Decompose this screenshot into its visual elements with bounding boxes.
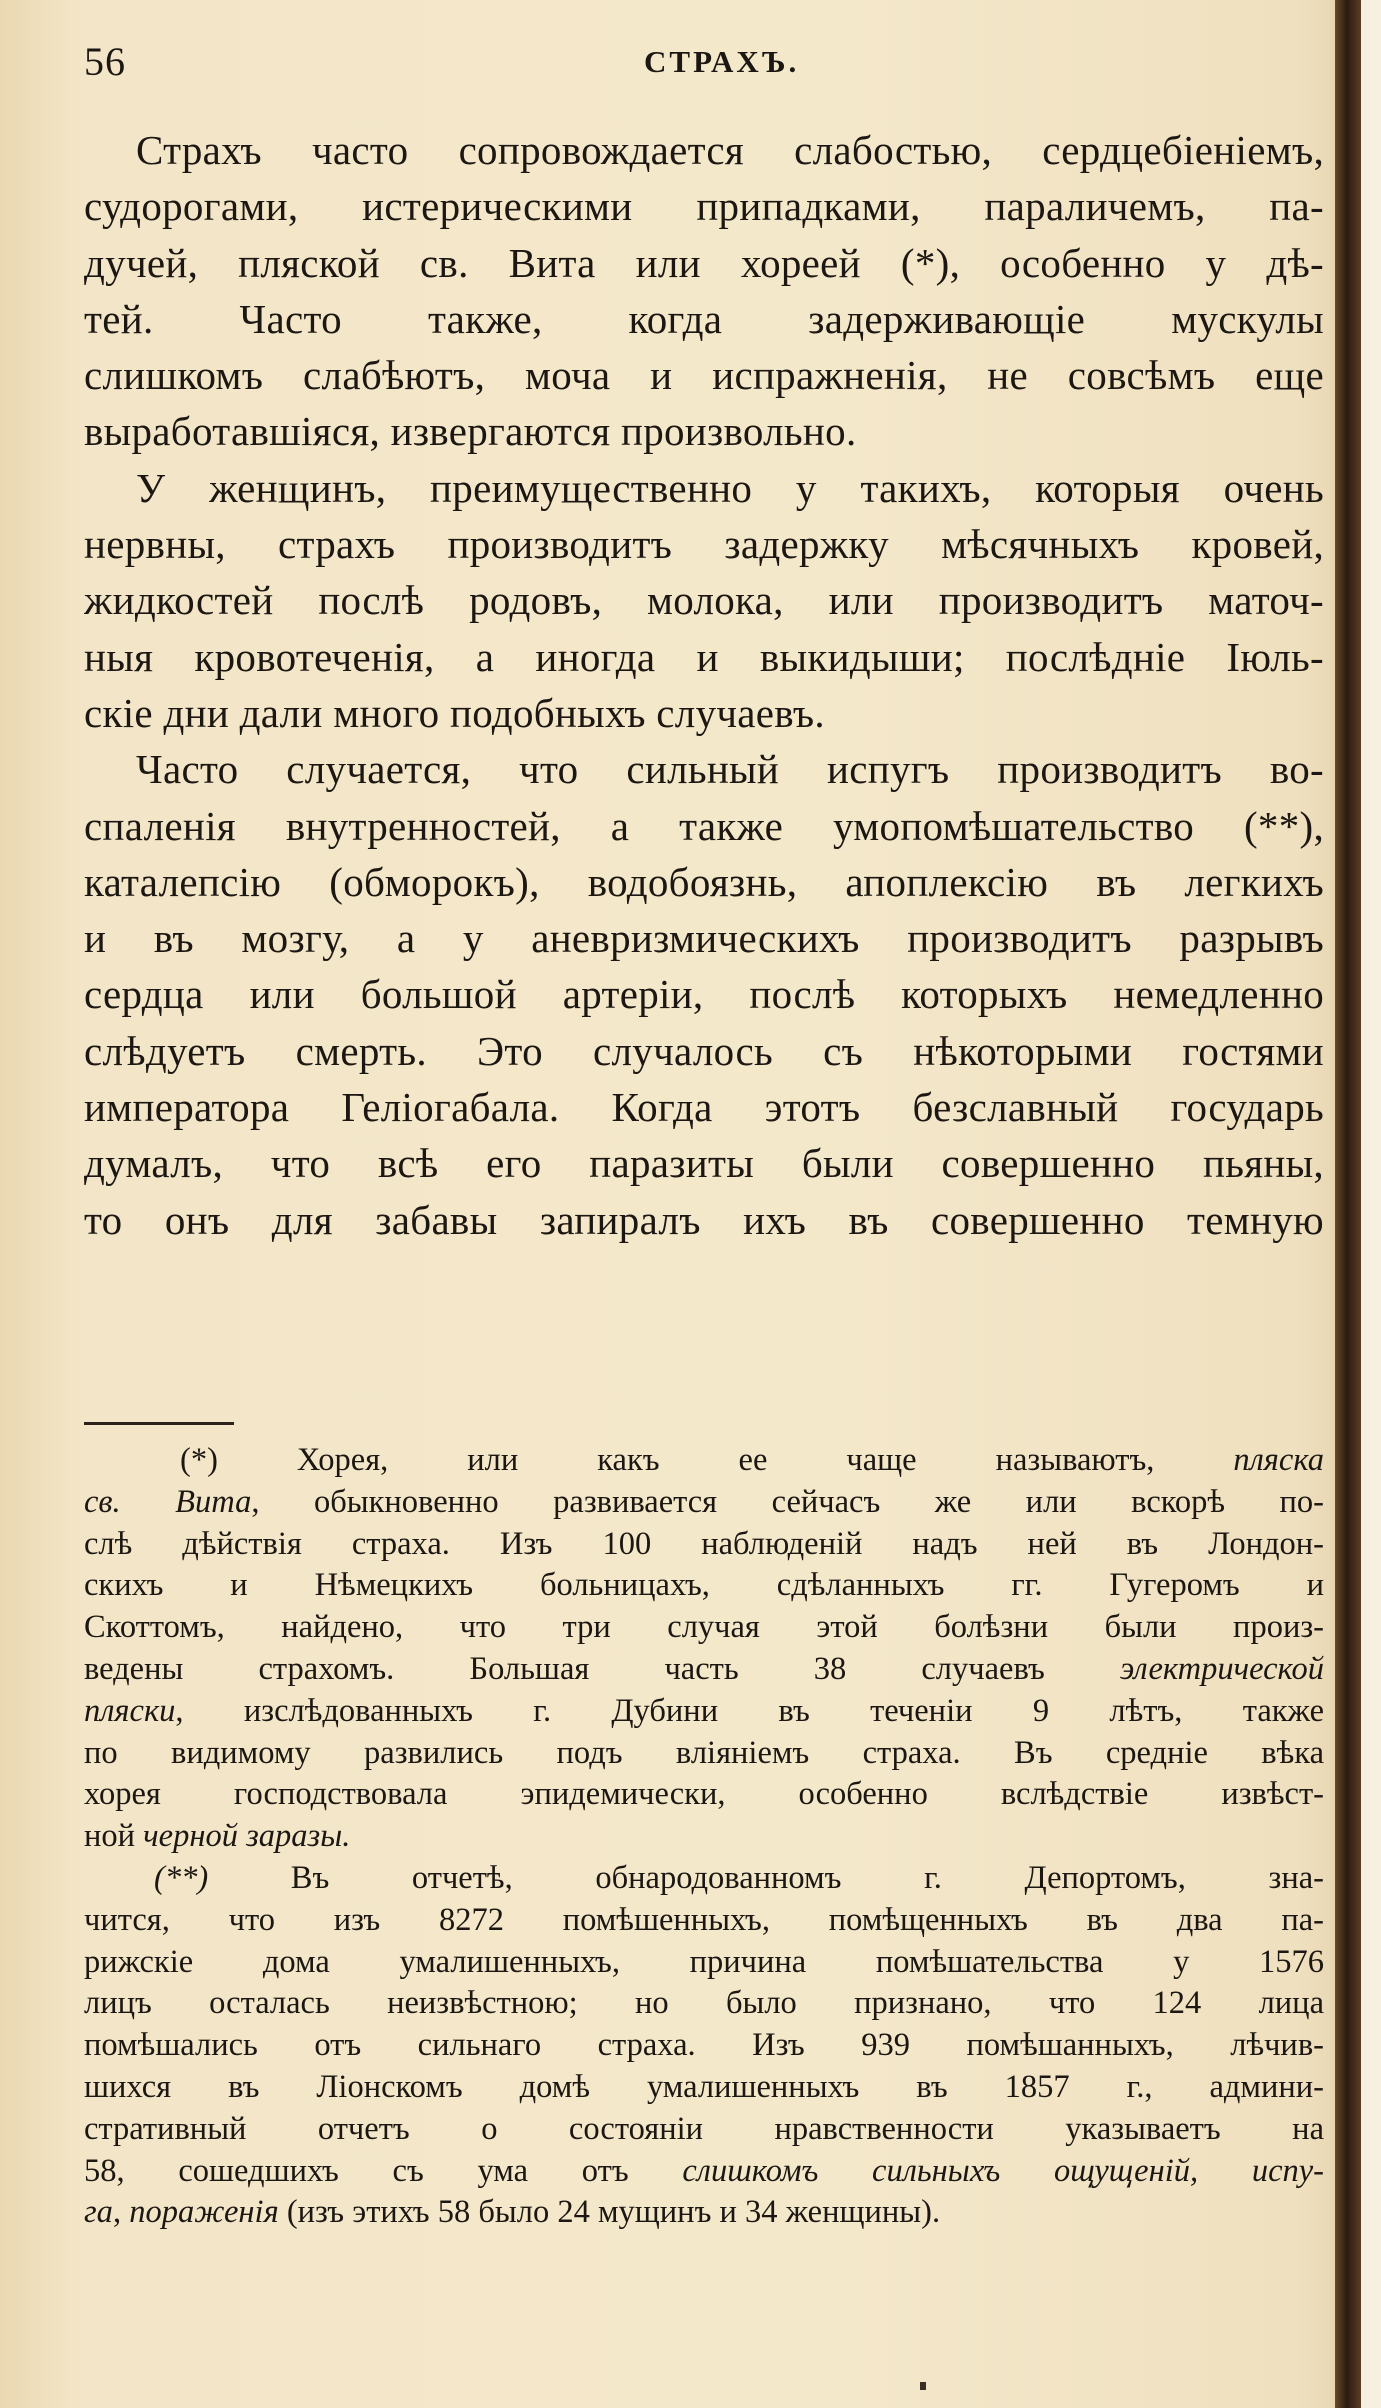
text-line: слѣдуетъ смерть. Это случалось съ нѣкоторыми гостями bbox=[84, 1027, 1324, 1074]
main-text bbox=[84, 122, 1324, 1248]
footnote-italic-text: га bbox=[84, 2194, 113, 2231]
footnote-line: лицъ осталась неизвѣстною; но было признано, что 124 лица bbox=[84, 1985, 1324, 2022]
footnote-text: ведены страхомъ. Большая часть 38 случаевъ bbox=[84, 1650, 1120, 1687]
footnote-line bbox=[84, 2192, 1324, 2234]
footnote-2 bbox=[84, 1858, 1324, 2234]
text-line: нервны, страхъ производитъ задержку мѣсячныхъ кровей, bbox=[84, 521, 1324, 568]
footnote-line: по видимому развились подъ вліяніемъ страха. Въ средніе вѣка bbox=[84, 1734, 1324, 1771]
footnote-text: 58, сошедшихъ съ ума отъ bbox=[84, 2152, 683, 2189]
footnotes bbox=[84, 1440, 1324, 2234]
footnote-text: ной bbox=[84, 1818, 144, 1855]
text-line: судорогами, истерическими припадками, параличемъ, па- bbox=[84, 183, 1324, 230]
text-line: сердца или большой артеріи, послѣ которыхъ немедленно bbox=[84, 971, 1324, 1018]
text-line: слишкомъ слабѣютъ, моча и испражненія, не совсѣмъ еще bbox=[84, 352, 1324, 399]
footnote-line: чится, что изъ 8272 помѣшенныхъ, помѣщенныхъ въ два па- bbox=[84, 1901, 1324, 1938]
footnote-text: , обыкновенно развивается сейчасъ же или вскорѣ по- bbox=[251, 1483, 1324, 1520]
footnote-italic-text: пораженія bbox=[129, 2194, 279, 2231]
footnote-line bbox=[84, 2151, 1324, 2193]
footnote-text: , bbox=[112, 2194, 130, 2231]
footnote-italic-text: св. Вита bbox=[84, 1483, 252, 1520]
text-line: тей. Часто также, когда задерживающіе мускулы bbox=[84, 295, 1324, 342]
footnote-text: , изслѣдованныхъ г. Дубини въ теченіи 9 лѣтъ, также bbox=[175, 1692, 1324, 1729]
text-line: императора Геліогабала. Когда этотъ безславный государь bbox=[84, 1084, 1324, 1131]
footnote-line bbox=[84, 1691, 1324, 1733]
footnote-italic-text: слишкомъ сильныхъ ощущеній, испу- bbox=[682, 2152, 1324, 2189]
footnote-italic-text: электрической bbox=[1119, 1650, 1324, 1687]
text-line: каталепсію (обморокъ), водобоязнь, апоплексію въ легкихъ bbox=[84, 858, 1324, 905]
footnote-line bbox=[84, 1440, 1324, 1482]
text-line: спаленія внутренностей, а также умопомѣшательство (**), bbox=[84, 802, 1324, 849]
page-header bbox=[84, 34, 1294, 94]
footnote-1 bbox=[84, 1440, 1324, 1858]
footnote-italic-text: (**) bbox=[154, 1859, 209, 1896]
footnote-line bbox=[84, 1482, 1324, 1524]
footnote-line: шихся въ Ліонскомъ домѣ умалишенныхъ въ 1857 г., админи- bbox=[84, 2068, 1324, 2105]
footnote-line: скихъ и Нѣмецкихъ больницахъ, сдѣланныхъ гг. Гугеромъ и bbox=[84, 1567, 1324, 1604]
footnote-line: слѣ дѣйствія страха. Изъ 100 наблюденій надъ ней въ Лондон- bbox=[84, 1525, 1324, 1562]
footnote-line bbox=[84, 1816, 1324, 1858]
footnote-line: рижскіе дома умалишенныхъ, причина помѣшательства у 1576 bbox=[84, 1943, 1324, 1980]
book-spine bbox=[1335, 0, 1361, 2408]
footnote-italic-text: пляска bbox=[1233, 1442, 1324, 1478]
footnote-line: стративный отчетъ о состояніи нравственности указываетъ на bbox=[84, 2110, 1324, 2147]
text-line: ныя кровотеченія, а иногда и выкидыши; послѣдніе Іюль- bbox=[84, 633, 1324, 680]
text-line: и въ мозгу, а у аневризмическихъ производитъ разрывъ bbox=[84, 915, 1324, 962]
text-line: скіе дни дали много подобныхъ случаевъ. bbox=[84, 689, 825, 736]
text-line: выработавшіяся, извергаются произвольно. bbox=[84, 408, 857, 455]
text-line: Страхъ часто сопровождается слабостью, сердцебіеніемъ, bbox=[136, 127, 1324, 173]
footnote-line: помѣшались отъ сильнаго страха. Изъ 939 помѣшанныхъ, лѣчив- bbox=[84, 2027, 1324, 2064]
text-line: думалъ, что всѣ его паразиты были совершенно пьяны, bbox=[84, 1140, 1324, 1187]
footnote-italic-text: черной заразы. bbox=[143, 1818, 351, 1855]
text-line: то онъ для забавы запиралъ ихъ въ совершенно темную bbox=[84, 1196, 1324, 1243]
text-line: дучей, пляской св. Вита или хореей (*), особенно у дѣ- bbox=[84, 239, 1324, 286]
footnote-italic-text: пляски bbox=[84, 1692, 176, 1729]
footnote-rule bbox=[84, 1422, 234, 1425]
footnote-text: (изъ этихъ 58 было 24 мущинъ и 34 женщины). bbox=[278, 2194, 941, 2231]
text-line: У женщинъ, преимущественно у такихъ, которыя очень bbox=[136, 464, 1324, 511]
ink-mark bbox=[920, 2382, 926, 2390]
text-line: жидкостей послѣ родовъ, молока, или производитъ маточ- bbox=[84, 577, 1324, 624]
footnote-line bbox=[84, 1858, 1324, 1900]
text-line: Часто случается, что сильный испугъ производитъ во- bbox=[136, 746, 1324, 793]
footnote-line bbox=[84, 1649, 1324, 1691]
running-title: СТРАХЪ. bbox=[644, 44, 800, 79]
footnote-text: Въ отчетѣ, обнародованномъ г. Депортомъ, зна- bbox=[208, 1859, 1324, 1896]
footnote-line: хорея господствовала эпидемически, особенно вслѣдствіе извѣст- bbox=[84, 1776, 1324, 1813]
footnote-line: Скоттомъ, найдено, что три случая этой болѣзни были произ- bbox=[84, 1609, 1324, 1646]
page-edge bbox=[1361, 0, 1381, 2408]
footnote-text: (*) Хорея, или какъ ее чаще называютъ, bbox=[180, 1442, 1234, 1478]
page-number: 56 bbox=[84, 39, 126, 84]
